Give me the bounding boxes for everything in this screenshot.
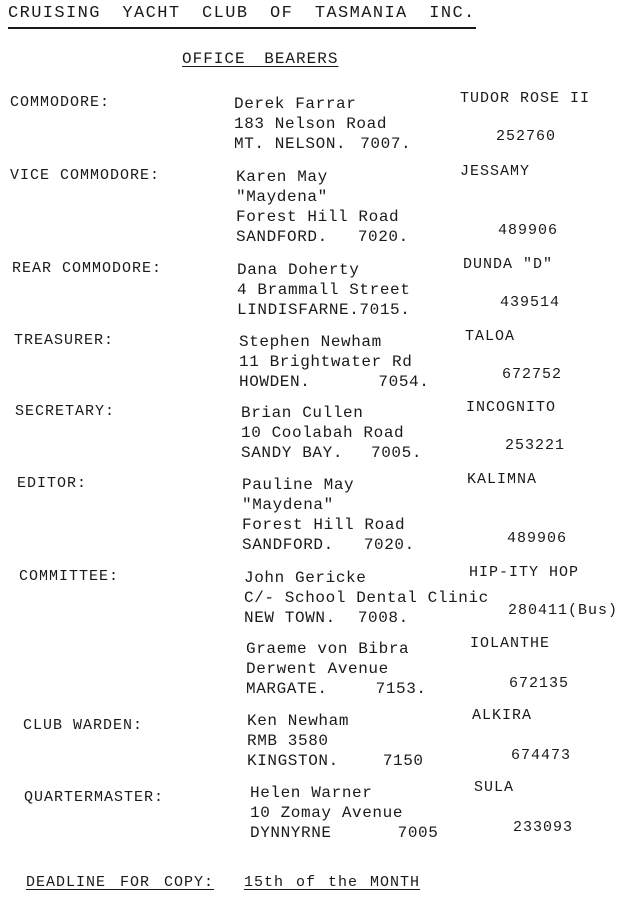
postcode: 7005 xyxy=(397,824,439,842)
boat-name: IOLANTHE xyxy=(470,635,551,652)
address-line: "Maydena" xyxy=(242,496,334,514)
address-block xyxy=(250,783,438,843)
phone-number: 489906 xyxy=(498,222,559,239)
address-city-line xyxy=(247,751,424,771)
member-name: Brian Cullen xyxy=(241,404,364,422)
address-line: Forest Hill Road xyxy=(236,208,400,226)
member-name: Stephen Newham xyxy=(239,333,382,351)
postcode: 7153. xyxy=(375,680,427,698)
address-line: 4 Brammall Street xyxy=(237,281,411,299)
member-name: Pauline May xyxy=(242,476,355,494)
member-name: Dana Doherty xyxy=(237,261,360,279)
boat-name: ALKIRA xyxy=(472,707,533,724)
address-city-line xyxy=(250,823,438,843)
role-label: EDITOR: xyxy=(17,475,88,492)
address-city-line xyxy=(241,443,422,463)
postcode: 7020. xyxy=(357,228,409,246)
address-line: Derwent Avenue xyxy=(246,660,389,678)
city: KINGSTON. xyxy=(247,752,339,770)
postcode: 7150 xyxy=(382,752,424,770)
city: MARGATE. xyxy=(246,680,328,698)
role-label: VICE COMMODORE: xyxy=(10,167,161,184)
office-bearers-heading: OFFICE BEARERS xyxy=(182,50,339,68)
phone-number: 253221 xyxy=(505,437,566,454)
city: SANDFORD. xyxy=(242,536,334,554)
postcode: 7054. xyxy=(378,373,430,391)
address-block xyxy=(234,94,411,154)
city: SANDY BAY. xyxy=(241,444,344,462)
role-label: TREASURER: xyxy=(14,332,115,349)
phone-number: 280411(Bus) xyxy=(508,602,619,619)
role-label: COMMODORE: xyxy=(10,94,111,111)
member-name: John Gericke xyxy=(244,569,367,587)
member-name: Derek Farrar xyxy=(234,95,357,113)
address-block xyxy=(244,568,489,628)
deadline-label: DEADLINE FOR COPY: xyxy=(26,874,215,891)
address-city-line xyxy=(236,227,409,247)
address-line: 11 Brightwater Rd xyxy=(239,353,413,371)
phone-number: 672135 xyxy=(509,675,570,692)
phone-number: 489906 xyxy=(507,530,568,547)
city: HOWDEN. xyxy=(239,373,311,391)
address-line: Forest Hill Road xyxy=(242,516,406,534)
member-name: Helen Warner xyxy=(250,784,373,802)
boat-name: TALOA xyxy=(465,328,516,345)
postcode: 7015. xyxy=(359,301,411,319)
phone-number: 672752 xyxy=(502,366,563,383)
boat-name: JESSAMY xyxy=(460,163,531,180)
club-title: CRUISING YACHT CLUB OF TASMANIA INC. xyxy=(8,4,476,29)
boat-name: DUNDA "D" xyxy=(463,256,554,273)
address-line: C/- School Dental Clinic xyxy=(244,589,489,607)
member-name: Karen May xyxy=(236,168,328,186)
city: SANDFORD. xyxy=(236,228,328,246)
phone-number: 674473 xyxy=(511,747,572,764)
city: NEW TOWN. xyxy=(244,609,336,627)
address-line: "Maydena" xyxy=(236,188,328,206)
address-block xyxy=(246,639,427,699)
role-label: QUARTERMASTER: xyxy=(24,789,165,806)
address-line: RMB 3580 xyxy=(247,732,329,750)
address-city-line xyxy=(246,679,427,699)
boat-name: KALIMNA xyxy=(467,471,538,488)
deadline-value: 15th of the MONTH xyxy=(244,874,421,891)
boat-name: HIP-ITY HOP xyxy=(469,564,580,581)
role-label: CLUB WARDEN: xyxy=(23,717,144,734)
phone-number: 252760 xyxy=(496,128,557,145)
postcode: 7005. xyxy=(371,444,423,462)
address-block xyxy=(247,711,424,771)
deadline-footer xyxy=(26,874,420,891)
address-block xyxy=(236,167,409,247)
role-label: REAR COMMODORE: xyxy=(12,260,163,277)
city: MT. NELSON. xyxy=(234,135,347,153)
postcode: 7007. xyxy=(360,135,412,153)
phone-number: 233093 xyxy=(513,819,574,836)
postcode: 7020. xyxy=(363,536,415,554)
address-city-line xyxy=(239,372,429,392)
address-city-line xyxy=(234,134,411,154)
address-line: 10 Coolabah Road xyxy=(241,424,405,442)
address-block xyxy=(241,403,422,463)
address-city-line xyxy=(244,608,489,628)
address-city-line xyxy=(237,300,410,320)
address-block xyxy=(237,260,410,320)
address-city-line xyxy=(242,535,415,555)
boat-name: TUDOR ROSE II xyxy=(460,90,591,107)
postcode: 7008. xyxy=(357,609,409,627)
address-block xyxy=(242,475,415,555)
address-line: 183 Nelson Road xyxy=(234,115,388,133)
phone-number: 439514 xyxy=(500,294,561,311)
member-name: Ken Newham xyxy=(247,712,350,730)
city: LINDISFARNE. xyxy=(237,301,360,319)
address-line: 10 Zomay Avenue xyxy=(250,804,404,822)
boat-name: SULA xyxy=(474,779,515,796)
address-line-continued: Clinic xyxy=(427,589,489,607)
role-label: COMMITTEE: xyxy=(19,568,120,585)
address-block xyxy=(239,332,429,392)
member-name: Graeme von Bibra xyxy=(246,640,410,658)
city: DYNNYRNE xyxy=(250,824,332,842)
boat-name: INCOGNITO xyxy=(466,399,557,416)
role-label: SECRETARY: xyxy=(15,403,116,420)
